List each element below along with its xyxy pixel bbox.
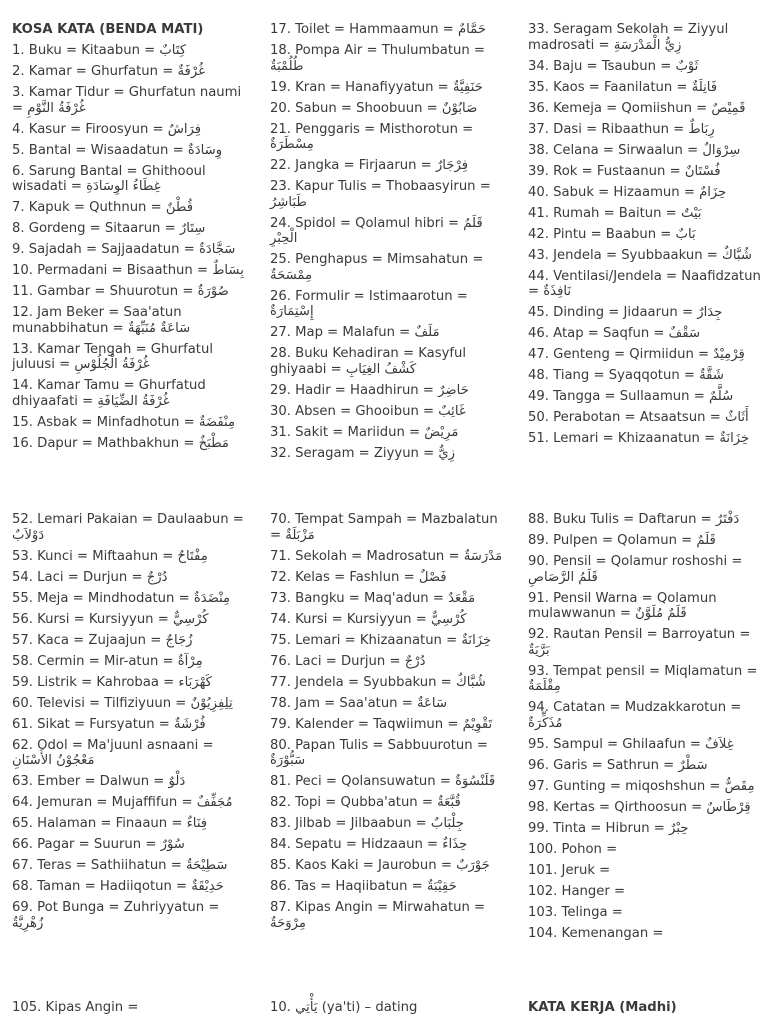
vocab-entry: 27. Map = Malafun = مَلَفٌ xyxy=(270,325,440,340)
vocab-entry: 100. Pohon = xyxy=(528,841,618,857)
vocab-entry: 44. Ventilasi/Jendela = Naafidzatun = نَافِذَةٌ xyxy=(528,268,761,299)
vocab-entry: 19. Kran = Hanafiyyatun = حَنَفِيَّةٌ xyxy=(270,79,483,95)
vocab-entry: 7. Kapuk = Quthnun = قُطْنٌ xyxy=(12,200,194,215)
vocab-entry: 87. Kipas Angin = Mirwahatun = مِرْوَحَةٌ xyxy=(270,900,486,931)
vocab-entry: 8. Gordeng = Sitaarun = سِتَارٌ xyxy=(12,221,206,236)
vocab-entry: 37. Dasi = Ribaathun = رِبَاطٌ xyxy=(528,121,715,137)
vocab-entry: 69. Pot Bunga = Zuhriyyatun = زُهْرِيَّةٌ xyxy=(12,900,220,931)
vocab-entry: 16. Dapur = Mathbakhun = مَطْبَخٌ xyxy=(12,435,229,451)
vocab-entry: 38. Celana = Sirwaalun = سِرْوَالٌ xyxy=(528,142,741,158)
column-3-block-2 xyxy=(528,512,764,947)
vocab-entry: 57. Kaca = Zujaajun = زُجَاجٌ xyxy=(12,632,193,648)
vocab-entry: 77. Jendela = Syubbakun = شُبَّاكٌ xyxy=(270,674,486,690)
vocab-entry: 17. Toilet = Hammaamun = حَمَّامٌ xyxy=(270,22,486,37)
vocab-entry: 105. Kipas Angin = xyxy=(12,1000,139,1015)
column-1-block-2 xyxy=(12,512,248,937)
vocab-entry: 23. Kapur Tulis = Thobaasyirun = طَبَاشِرُ xyxy=(270,179,491,210)
vocab-entry: 28. Buku Kehadiran = Kasyful ghiyaabi = كَشْفُ الغِيَابِ xyxy=(270,346,467,377)
vocab-entry: 80. Papan Tulis = Sabbuurotun = سَبُّوْرَةٌ xyxy=(270,737,488,768)
vocab-entry: 76. Laci = Durjun = دُرْجٌ xyxy=(270,653,426,669)
vocab-entry: 10. Permadani = Bisaathun = بِسَاطٌ xyxy=(12,263,244,278)
vocab-entry: 39. Rok = Fustaanun = فُسْتَانٌ xyxy=(528,163,721,179)
vocab-entry: 45. Dinding = Jidaarun = جِدَارٌ xyxy=(528,305,723,320)
vocab-entry: 10. يَأْتِي (ya'ti) – dating xyxy=(270,1000,418,1015)
vocab-entry: 5. Bantal = Wisaadatun = وِسَادَةٌ xyxy=(12,142,223,158)
vocab-entry: 48. Tiang = Syaqqotun = شَقَّةٌ xyxy=(528,368,724,383)
section-heading-kata-kerja: KATA KERJA (Madhi) xyxy=(528,1000,677,1015)
vocab-entry: 41. Rumah = Baitun = بَيْتٌ xyxy=(528,205,702,221)
vocab-entry: 18. Pompa Air = Thulumbatun = طُلُمْبَةٌ xyxy=(270,43,485,74)
vocab-entry: 92. Rautan Pensil = Barroyatun = بَرَّيَةٌ xyxy=(528,627,751,658)
column-1-block-3 xyxy=(12,1000,248,1021)
vocab-entry: 26. Formulir = Istimaarotun = إِسْتِمَارَةٌ xyxy=(270,288,468,319)
vocab-entry: 40. Sabuk = Hizaamun = حِزَامٌ xyxy=(528,184,727,200)
vocab-entry: 68. Taman = Hadiiqotun = حَدِيْقَةٌ xyxy=(12,879,224,894)
vocab-entry: 103. Telinga = xyxy=(528,904,623,920)
vocab-entry: 90. Pensil = Qolamur roshoshi = قَلَمُ الرَّصَاصِ xyxy=(528,554,743,585)
vocab-entry: 32. Seragam = Ziyyun = زِيٌّ xyxy=(270,445,456,461)
vocab-entry: 2. Kamar = Ghurfatun = غُرْفَةٌ xyxy=(12,64,206,79)
vocab-entry: 93. Tempat pensil = Miqlamatun = مِقْلَمَةٌ xyxy=(528,663,758,694)
vocab-entry: 70. Tempat Sampah = Mazbalatun = مَزْبَلَةٌ xyxy=(270,512,498,543)
vocab-entry: 20. Sabun = Shoobuun = صَابُوْنٌ xyxy=(270,100,478,116)
vocab-entry: 86. Tas = Haqiibatun = حَقِيْبَةٌ xyxy=(270,879,457,894)
vocab-entry: 55. Meja = Mindhodatun = مِنْضَدَةٌ xyxy=(12,590,231,606)
vocab-entry: 35. Kaos = Faanilatun = فَانِلَةٌ xyxy=(528,79,718,95)
vocab-entry: 84. Sepatu = Hidzaaun = حِذَاءٌ xyxy=(270,837,468,852)
vocab-entry: 82. Topi = Qubba'atun = قُبَّعَةٌ xyxy=(270,795,461,810)
vocab-entry: 52. Lemari Pakaian = Daulaabun = دَوْلاَبٌ xyxy=(12,512,244,543)
vocab-entry: 71. Sekolah = Madrosatun = مَدْرَسَةٌ xyxy=(270,548,503,564)
vocab-entry: 98. Kertas = Qirthoosun = قِرْطَاسٌ xyxy=(528,799,751,815)
column-1-block-1 xyxy=(12,22,248,457)
vocab-entry: 95. Sampul = Ghilaafun = غِلاَفٌ xyxy=(528,736,734,752)
vocab-entry: 1. Buku = Kitaabun = كِتَابٌ xyxy=(12,43,187,58)
vocab-entry: 65. Halaman = Finaaun = فِنَاءٌ xyxy=(12,816,208,831)
vocab-entry: 73. Bangku = Maq'adun = مَقْعَدٌ xyxy=(270,590,476,606)
vocab-entry: 42. Pintu = Baabun = بَابٌ xyxy=(528,226,696,242)
vocab-entry: 72. Kelas = Fashlun = فَصْلٌ xyxy=(270,569,447,585)
vocab-entry: 75. Lemari = Khizaanatun = خِزَانَةٌ xyxy=(270,632,492,648)
vocab-entry: 22. Jangka = Firjaarun = فِرْجَارٌ xyxy=(270,158,469,173)
vocab-entry: 58. Cermin = Mir-atun = مِرْآةٌ xyxy=(12,653,203,669)
vocab-entry: 46. Atap = Saqfun = سَقْفٌ xyxy=(528,326,701,341)
section-heading-benda-mati: KOSA KATA (BENDA MATI) xyxy=(12,22,204,37)
vocab-entry: 63. Ember = Dalwun = دَلْوٌ xyxy=(12,774,186,789)
vocab-entry: 47. Genteng = Qirmiidun = قِرْمِيْدٌ xyxy=(528,347,745,362)
vocab-entry: 51. Lemari = Khizaanatun = خِزَانَةٌ xyxy=(528,431,750,446)
vocab-entry: 14. Kamar Tamu = Ghurfatud dhiyaafati = غُرْفَةُ الضِّيَافَةِ xyxy=(12,378,206,409)
vocab-entry: 50. Perabotan = Atsaatsun = أَثَاثٌ xyxy=(528,410,749,425)
vocab-entry: 59. Listrik = Kahrobaa = كَهْرَبَاء xyxy=(12,674,212,690)
vocab-entry: 83. Jilbab = Jilbaabun = جِلْبَابٌ xyxy=(270,816,464,831)
column-2-block-3 xyxy=(270,1000,506,1021)
vocab-entry: 13. Kamar Tengah = Ghurfatul juluusi = غُرْفَةُ الْجُلُوْسِ xyxy=(12,341,214,372)
vocab-entry: 25. Penghapus = Mimsahatun = مِمْسَحَةٌ xyxy=(270,252,484,283)
vocab-entry: 29. Hadir = Haadhirun = حَاضِرٌ xyxy=(270,382,469,398)
vocab-entry: 67. Teras = Sathiihatun = سَطِيْحَةٌ xyxy=(12,858,228,873)
vocab-entry: 21. Penggaris = Misthorotun = مِسْطَرَةٌ xyxy=(270,121,474,152)
vocab-entry: 102. Hanger = xyxy=(528,883,626,899)
vocab-entry: 94. Catatan = Mudzakkarotun = مُذَكِّرَةٌ xyxy=(528,700,742,731)
vocab-entry: 64. Jemuran = Mujaffifun = مُجَفِّفٌ xyxy=(12,795,233,810)
vocab-entry: 24. Spidol = Qolamul hibri = قَلَمُ الْحِبْرِ xyxy=(270,215,483,246)
vocab-entry: 97. Gunting = miqoshshun = مِقَصٌّ xyxy=(528,778,755,794)
column-2-block-1 xyxy=(270,22,506,467)
vocab-entry: 9. Sajadah = Sajjaadatun = سَجَّادَةٌ xyxy=(12,242,236,257)
vocab-entry: 81. Peci = Qolansuwatun = قَلَنْسُوَةٌ xyxy=(270,774,496,789)
vocab-entry: 36. Kemeja = Qomiishun = قَمِيْصٌ xyxy=(528,100,746,116)
vocab-entry: 88. Buku Tulis = Daftarun = دَفْتَرٌ xyxy=(528,512,740,527)
column-3-block-3 xyxy=(528,1000,764,1021)
vocab-entry: 3. Kamar Tidur = Ghurfatun naumi = غُرْفَةُ النَّوْمِ xyxy=(12,85,242,116)
vocab-entry: 101. Jeruk = xyxy=(528,862,611,878)
vocab-entry: 96. Garis = Sathrun = سَطْرٌ xyxy=(528,757,708,773)
vocab-entry: 85. Kaos Kaki = Jaurobun = جَوْرَبٌ xyxy=(270,858,490,873)
vocab-entry: 33. Seragam Sekolah = Ziyyul madrosati = زِيُّ الْمَدْرَسَةِ xyxy=(528,22,729,53)
vocab-entry: 60. Televisi = Tilfiziyuun = تِلِفِزِيُوْنٌ xyxy=(12,695,233,711)
vocab-entry: 79. Kalender = Taqwiimun = تَقْوِيْمٌ xyxy=(270,716,493,732)
column-2-block-2 xyxy=(270,512,506,937)
vocab-entry: 56. Kursi = Kursiyyun = كُرْسِيٌّ xyxy=(12,611,209,627)
vocab-entry: 91. Pensil Warna = Qolamun mulawwanun = قَلَمٌ مُلَوَّنٌ xyxy=(528,590,717,621)
vocab-entry: 74. Kursi = Kursiyyun = كُرْسِيٌّ xyxy=(270,611,467,627)
vocab-entry: 12. Jam Beker = Saa'atun munabbihatun = سَاعَةٌ مُنَبِّهَةٌ xyxy=(12,305,191,336)
vocab-entry: 34. Baju = Tsaubun = ثَوْبٌ xyxy=(528,58,699,74)
vocab-entry: 66. Pagar = Suurun = سُوْرٌ xyxy=(12,837,185,852)
vocab-entry: 54. Laci = Durjun = دُرْجٌ xyxy=(12,569,168,585)
vocab-entry: 43. Jendela = Syubbaakun = شُبَّاكٌ xyxy=(528,247,752,263)
vocab-entry: 49. Tangga = Sullaamun = سُلَّمٌ xyxy=(528,389,734,404)
column-3-block-1 xyxy=(528,22,764,452)
vocab-entry: 11. Gambar = Shuurotun = صُوْرَةٌ xyxy=(12,284,229,299)
vocab-entry: 31. Sakit = Mariidun = مَرِيْضٌ xyxy=(270,424,459,440)
vocab-entry: 30. Absen = Ghooibun = غَائِبٌ xyxy=(270,403,466,419)
vocab-entry: 6. Sarung Bantal = Ghithooul wisadati = غِطَاءُ الوِسَادَةِ xyxy=(12,163,206,194)
vocab-entry: 62. Odol = Ma'juunl asnaani = مَعْجُوْنُ الأَسْنَانِ xyxy=(12,737,214,768)
vocab-entry: 15. Asbak = Minfadhotun = مِنْفَضَةٌ xyxy=(12,414,236,430)
vocab-entry: 99. Tinta = Hibrun = حِبْرٌ xyxy=(528,820,689,836)
vocab-entry: 4. Kasur = Firoosyun = فِرَاشٌ xyxy=(12,121,202,137)
vocab-entry: 53. Kunci = Miftaahun = مِفْتَاحٌ xyxy=(12,548,208,564)
vocab-entry: 104. Kemenangan = xyxy=(528,925,664,941)
vocab-entry: 89. Pulpen = Qolamun = قَلَمٌ xyxy=(528,533,716,548)
vocab-entry: 61. Sikat = Fursyatun = فُرْشَةٌ xyxy=(12,716,206,732)
vocab-entry: 78. Jam = Saa'atun = سَاعَةٌ xyxy=(270,695,447,711)
